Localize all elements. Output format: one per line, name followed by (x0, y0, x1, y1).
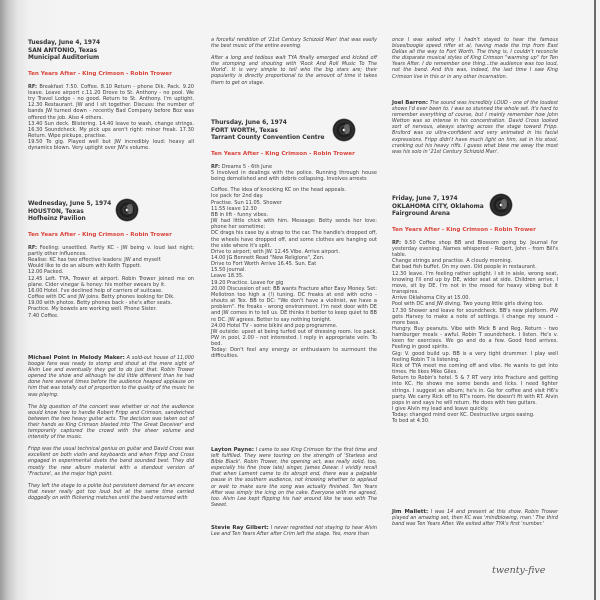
diary-entry-june6 (211, 120, 377, 360)
entry-line: Practise. Sun 11.05. Shower (211, 199, 282, 206)
entry-line: Today: Don't feel any energy or enthusiasm to surmount the difficulties. (211, 347, 377, 360)
rf-label: RF: (28, 244, 38, 251)
quote-stevie-ray-gilbert (211, 525, 377, 537)
quote-jim-mallett (392, 509, 558, 527)
quote-author: Stevie Ray Gilbert: (211, 525, 269, 531)
quote-author: Jim Mallett: (392, 509, 429, 515)
quote-stevie-ray-gilbert-continued (392, 37, 558, 80)
entry-line: Drive to airport; with JW. 12.45 Vibe. Arrive airport. (211, 248, 340, 255)
quote-text: I never regretted not staying to hear Alvin Lee and Ten Years After after Crim left the stage. Yes, more than (211, 525, 377, 538)
quote-michael-point-continued (211, 37, 377, 86)
entry-date: Tuesday, June 4, 1974 (28, 40, 101, 46)
entry-date: Thursday, June 6, 1974 (211, 120, 287, 126)
quote-paragraph: After a long and tedious wait TYA finally emerged and kicked off the stomping and shouting with 'Rock And Roll Music To The World'. It is very simple to tell who the big stars are; their popularity is directly proportional to the amount of time it takes them to get on stage. (211, 55, 377, 86)
entry-line: Change strings and practise. A cloudy morning. (392, 258, 513, 265)
rf-label: RF: (392, 239, 402, 246)
entry-line: Coffee. The idea of knocking KC on the head appeals. (211, 187, 347, 194)
entry-line: Gig: V. good build up. BB is a very tight drummer. I play well feeling Robin T is listening. (392, 350, 558, 363)
entry-line: Realise: KC has two effective leaders: JW and myself. (28, 257, 162, 264)
quote-paragraph: The big question of the concert was whether or not the audience would know how to handle Robert Fripp and Crimson, sandwiched between the two heavy guitar acts. The decision was taken out of their hands as King Crimson blasted into 'The Great Deceiver' and temporarily captured the crowd with the sheer volume and intensity of the music. (28, 403, 194, 441)
entry-line: Would like to do an album with Keith Tippett. (28, 263, 142, 270)
rf-text: Feeling: unsettled. Partly KC - JW being v. loud last night; partly other influences. (28, 244, 195, 257)
diary-entry-june5 (28, 201, 194, 319)
entry-line: 17.30 Shower and leave for soundcheck. BB's new platform. PW gets Harvey to make a note of settings. I change my sound - more bass. (392, 307, 558, 326)
entry-line: 7.40 Coffee. (28, 312, 59, 319)
entry-line: Leave 18.35. (211, 273, 244, 280)
entry-line: 14.00 JG Bennett Read "New Religions", Zen. (211, 254, 325, 261)
entry-line: Return to Robin's hotel. 5 & 7 RT very into Fracture and getting into KC. He shows me some bends and licks. I need lighter strings. I suggest an album; he's in. Go for coffee and visit H6's party. We carry Rick off to RT's room. He doesn't fit with RT. Alvin pops in and says he will return. He does with two guitars. (392, 375, 558, 406)
entry-line: Hungry. Buy peanuts. Vibe with Mick B and Reg. Return - two hamburger meals - awful. Robin T soundcheck. I listen. He's v. keen for exercises. We go and do a few. Good food arrives. Feeling in good spirits. (392, 325, 558, 351)
rf-label: RF: (28, 83, 38, 90)
bands-lineup: Ten Years After - King Crimson - Robin Trower (28, 231, 172, 238)
bands-lineup: Ten Years After - King Crimson - Robin Trower (211, 150, 355, 157)
entry-body (392, 240, 558, 425)
rf-text: 9.50 Coffee shop BB and Blossom going by. Journal for yesterday evening. Names whispered - Robert, John - from Bill's table. (392, 239, 558, 259)
quote-text: A sold-out house of 11,000 boogie fans was ready to stomp and shout at the mere sight of Alvin Lee and eventually they got to do just that. Robin Trower opened the show and although he did little different than he had done here several times before the audience heaped applause on him that was totally out of proportion to the quality of the music he was playing. (28, 355, 194, 398)
entry-line: Ice pack for 2nd day. (211, 193, 264, 200)
entry-body (28, 84, 194, 152)
entry-line: DC drags his case by a strap to the car. The handle's dropped off, the wheels have dropped off, and some clothes are hanging out the side where it's split. (211, 230, 377, 249)
cd-disc-icon (116, 199, 138, 221)
entry-line: 19.00 with photos. Betty phones back - she's after seats. (28, 300, 173, 307)
entry-line: 15.50 journal. (211, 267, 247, 274)
diary-entry-june4 (28, 40, 194, 152)
quote-layton-payne (211, 447, 377, 508)
entry-venue: Municipal Auditorium (28, 55, 100, 62)
entry-line: Coffee with DC and JW joins. Betty phones looking for Dik. (28, 294, 175, 301)
entry-line: JW had little chick with him. Message: Betty sends her love: phone her sometime: (211, 218, 377, 231)
quote-paragraph: Fripp was the usual technical genius on guitar and David Cross was excellent on both violin and keyboards and when Fripp and Cross engaged in experimental duets the band sounded best. They did mostly the new album material with a standout version of 'Fracture', as the major high point. (28, 446, 194, 477)
quote-author: Joel Barron: (392, 100, 429, 106)
entry-line: 11.55 leave 12.30 (211, 205, 257, 212)
entry-line: 19.20 Practice. Leave for gig (211, 279, 284, 286)
entry-city: OKLAHOMA CITY, Oklahoma (392, 203, 484, 210)
cd-disc-icon (490, 194, 512, 216)
entry-line: 16.00 Hotel. I've declined help of carriers of suitcase. (28, 287, 163, 294)
quote-text: I came to see King Crimson for the first time and left fulfilled. They were touring on the strength of 'Starless and Bible Black'. Robin Trower, the opening act, was really solid, too, especially his fine (now late) singer, James Dewar. I vividly recall that when Lament came to its abrupt end, there was a palpable pause in the southern audience, not knowing whether to applaud or wait to make sure the song was actually finished. Ten Years After was simply the icing on the cake. Everyone with me agreed, too. Alvin Lee kept flipping his hair around like he was with The Sweet. (211, 447, 377, 508)
quote-text: The sound was incredibly LOUD - one of the loudest shows I'd ever been to. I was so stunned the whole set. It's hard to remember everything of course, but I mainly remember how John Wetton was so intense in his concentration. David Cross looked sort of nervous, always staring across the stage toward Fripp. Bruford was so ultra-confident and very animated in his facial expressions. Fripp didn't have much light on him, sat in his stool, cranking out his heavy riffs. I guess what blew me away the most was his solo in '21st Century Schizoid Man'. (392, 100, 558, 155)
quote-paragraph: a forceful rendition of '21st Century Schizoid Man' that was easily the best music of the entire evening. (211, 37, 377, 50)
entry-line: 12.00 Packed. (28, 269, 64, 276)
page-edge-line (594, 0, 596, 600)
rf-label: RF: (211, 163, 221, 170)
entry-line: 12.30 leave. I'm feeling rather uptight. I sit in aisle, wrong seat, knowing I'll end up by DE, wider seat at side. Children arrive, I move, sit by DE. I'm not in the mood for heavy vibing but it transpires. (392, 270, 558, 296)
entry-line: Practice. My bowels are working well. Phone Sister. (28, 306, 157, 313)
dream-text: 5 Involved in dealings with the police. Running through house being demolished and with debris collapsing. Involves arrests (211, 169, 377, 183)
entry-city: FORT WORTH, Texas (211, 127, 278, 134)
entry-venue: Fairground Arena (392, 211, 451, 218)
quote-paragraph: once I was asked why I hadn't stayed to hear the famous blues/boogie speed riffer et al, having made the trip from East Dallas all the way to Fort Worth. The thing is, I couldn't reconcile the disparate musical styles of King Crimson "warming up" for Ten Years After. I do remember one thing...the audience was too loud, not the band. And this was, indeed, the last time I saw King Crimson live in this or in any other incarnation. (392, 37, 558, 80)
entry-city: SAN ANTONIO, Texas (28, 47, 98, 54)
entry-line: Today: changed mind over KC. Destructive urges easing. (392, 412, 535, 419)
entry-line: Eat bad fish buffet. On my own. Old people in restaurant. (392, 264, 537, 271)
entry-body (28, 245, 194, 319)
entry-line: I give Alvin my lead and leave quickly. (392, 406, 489, 412)
entry-line: Drive to Fort Worth Arrive 16.45. Sun. Eat (211, 261, 317, 268)
entry-line: BB in lift - funny vibes. (211, 211, 269, 218)
entry-line: Rick of TYA meet me coming off and vibe. He wants to get into times. He likes Mike Giles. (392, 362, 558, 376)
entry-line: 20.00 Discussion of set: BB wants Fracture after Easy Money. Set: Mellotron too high a (!) tuning. DC freaks at end with echo - shouts at Tex. BB to DC: "We don't have a violinist, we have a problem". He freaks - wrong environment. I'm next door with DE and JW comes in to tell us. DE thinks it better to keep quiet to BB re DC. JW agrees. Better to say nothing tonight. (211, 285, 377, 323)
rf-text: Dreams 5 - 6th June (221, 163, 273, 170)
entry-body (211, 164, 377, 360)
quote-michael-point (28, 355, 194, 501)
entry-line: 24.00 Hotel TV - some bikini and pop programme. (211, 322, 338, 329)
entry-venue: Tarrant County Convention Centre (211, 135, 325, 142)
entry-line: 13.40 Sun deck. Blistering. 14.40 leave to wash, change strings. 16.30 Soundcheck. My pick ups aren't right: minor freak. 17.30 Return. Wipe pickups, practise. (28, 120, 194, 140)
entry-date: Friday, June 7, 1974 (392, 196, 458, 202)
bands-lineup: Ten Years After - King Crimson - Robin Trower (28, 70, 172, 77)
entry-line: Arrive Oklahoma City at 15.00. (392, 295, 471, 302)
quote-paragraph: They left the stage to a polite but persistent demand for an encore that never really got too loud but at the same time carried doggedly on with flickering matches until the band returned with (28, 482, 194, 501)
entry-date: Wednesday, June 5, 1974 (28, 201, 112, 207)
quote-author: Layton Payne: (211, 447, 255, 453)
entry-line: 19.50 To gig. Played well but JW incredibly loud: heavy all dynamics blown. Very uptight over JW's volume. (28, 139, 194, 152)
quote-author: Michael Point in Melody Maker: (28, 355, 125, 361)
entry-line: JW outside: upset at being turfed out of dressing room. Ice pack. PW in pool, 2.00 - not interested. I reply in appropriate vein. To bed. (211, 328, 377, 348)
quote-joel-barron (392, 100, 558, 155)
page-number: twenty-five (492, 565, 546, 576)
rf-text: Breakfast 7.50. Coffee. 8.10 Return - phone Dik. Pack. 9.20 leave. Leave airport c.11.20 Drove to St. Anthony - no pool. We try Travel Lodge - no good. Return to St. Anthony. I'm uptight. 12.30 Restaurant. JW and I sit together. Discuss: the number of bands JW turned down - recently Bad Company before Boz was offered the job. Also 4 others. (28, 83, 194, 121)
entry-line: 12.45 Left. TYA, Trower at airport. Robin Trower joined me on plane. Cider vinegar & honey: his mother swears by it. (28, 275, 194, 288)
entry-venue: Hofheinz Pavilion (28, 216, 86, 223)
entry-line: Pool with DC and JW diving. Two young little girls diving too. (392, 301, 544, 308)
diary-entry-june7 (392, 196, 558, 424)
entry-line: To bed at 4.30. (392, 418, 430, 425)
bands-lineup: Ten Years After - King Crimson - Robin Trower (392, 226, 536, 233)
entry-city: HOUSTON, Texas (28, 208, 84, 215)
quote-text: I was 14 and present at this show. Robin Trower played an amazing set, then KC was 'mindblowing, man.' The third band was Ten Years After. We exited after TYA's first 'number.' (392, 509, 558, 528)
cd-disc-icon (333, 119, 355, 141)
